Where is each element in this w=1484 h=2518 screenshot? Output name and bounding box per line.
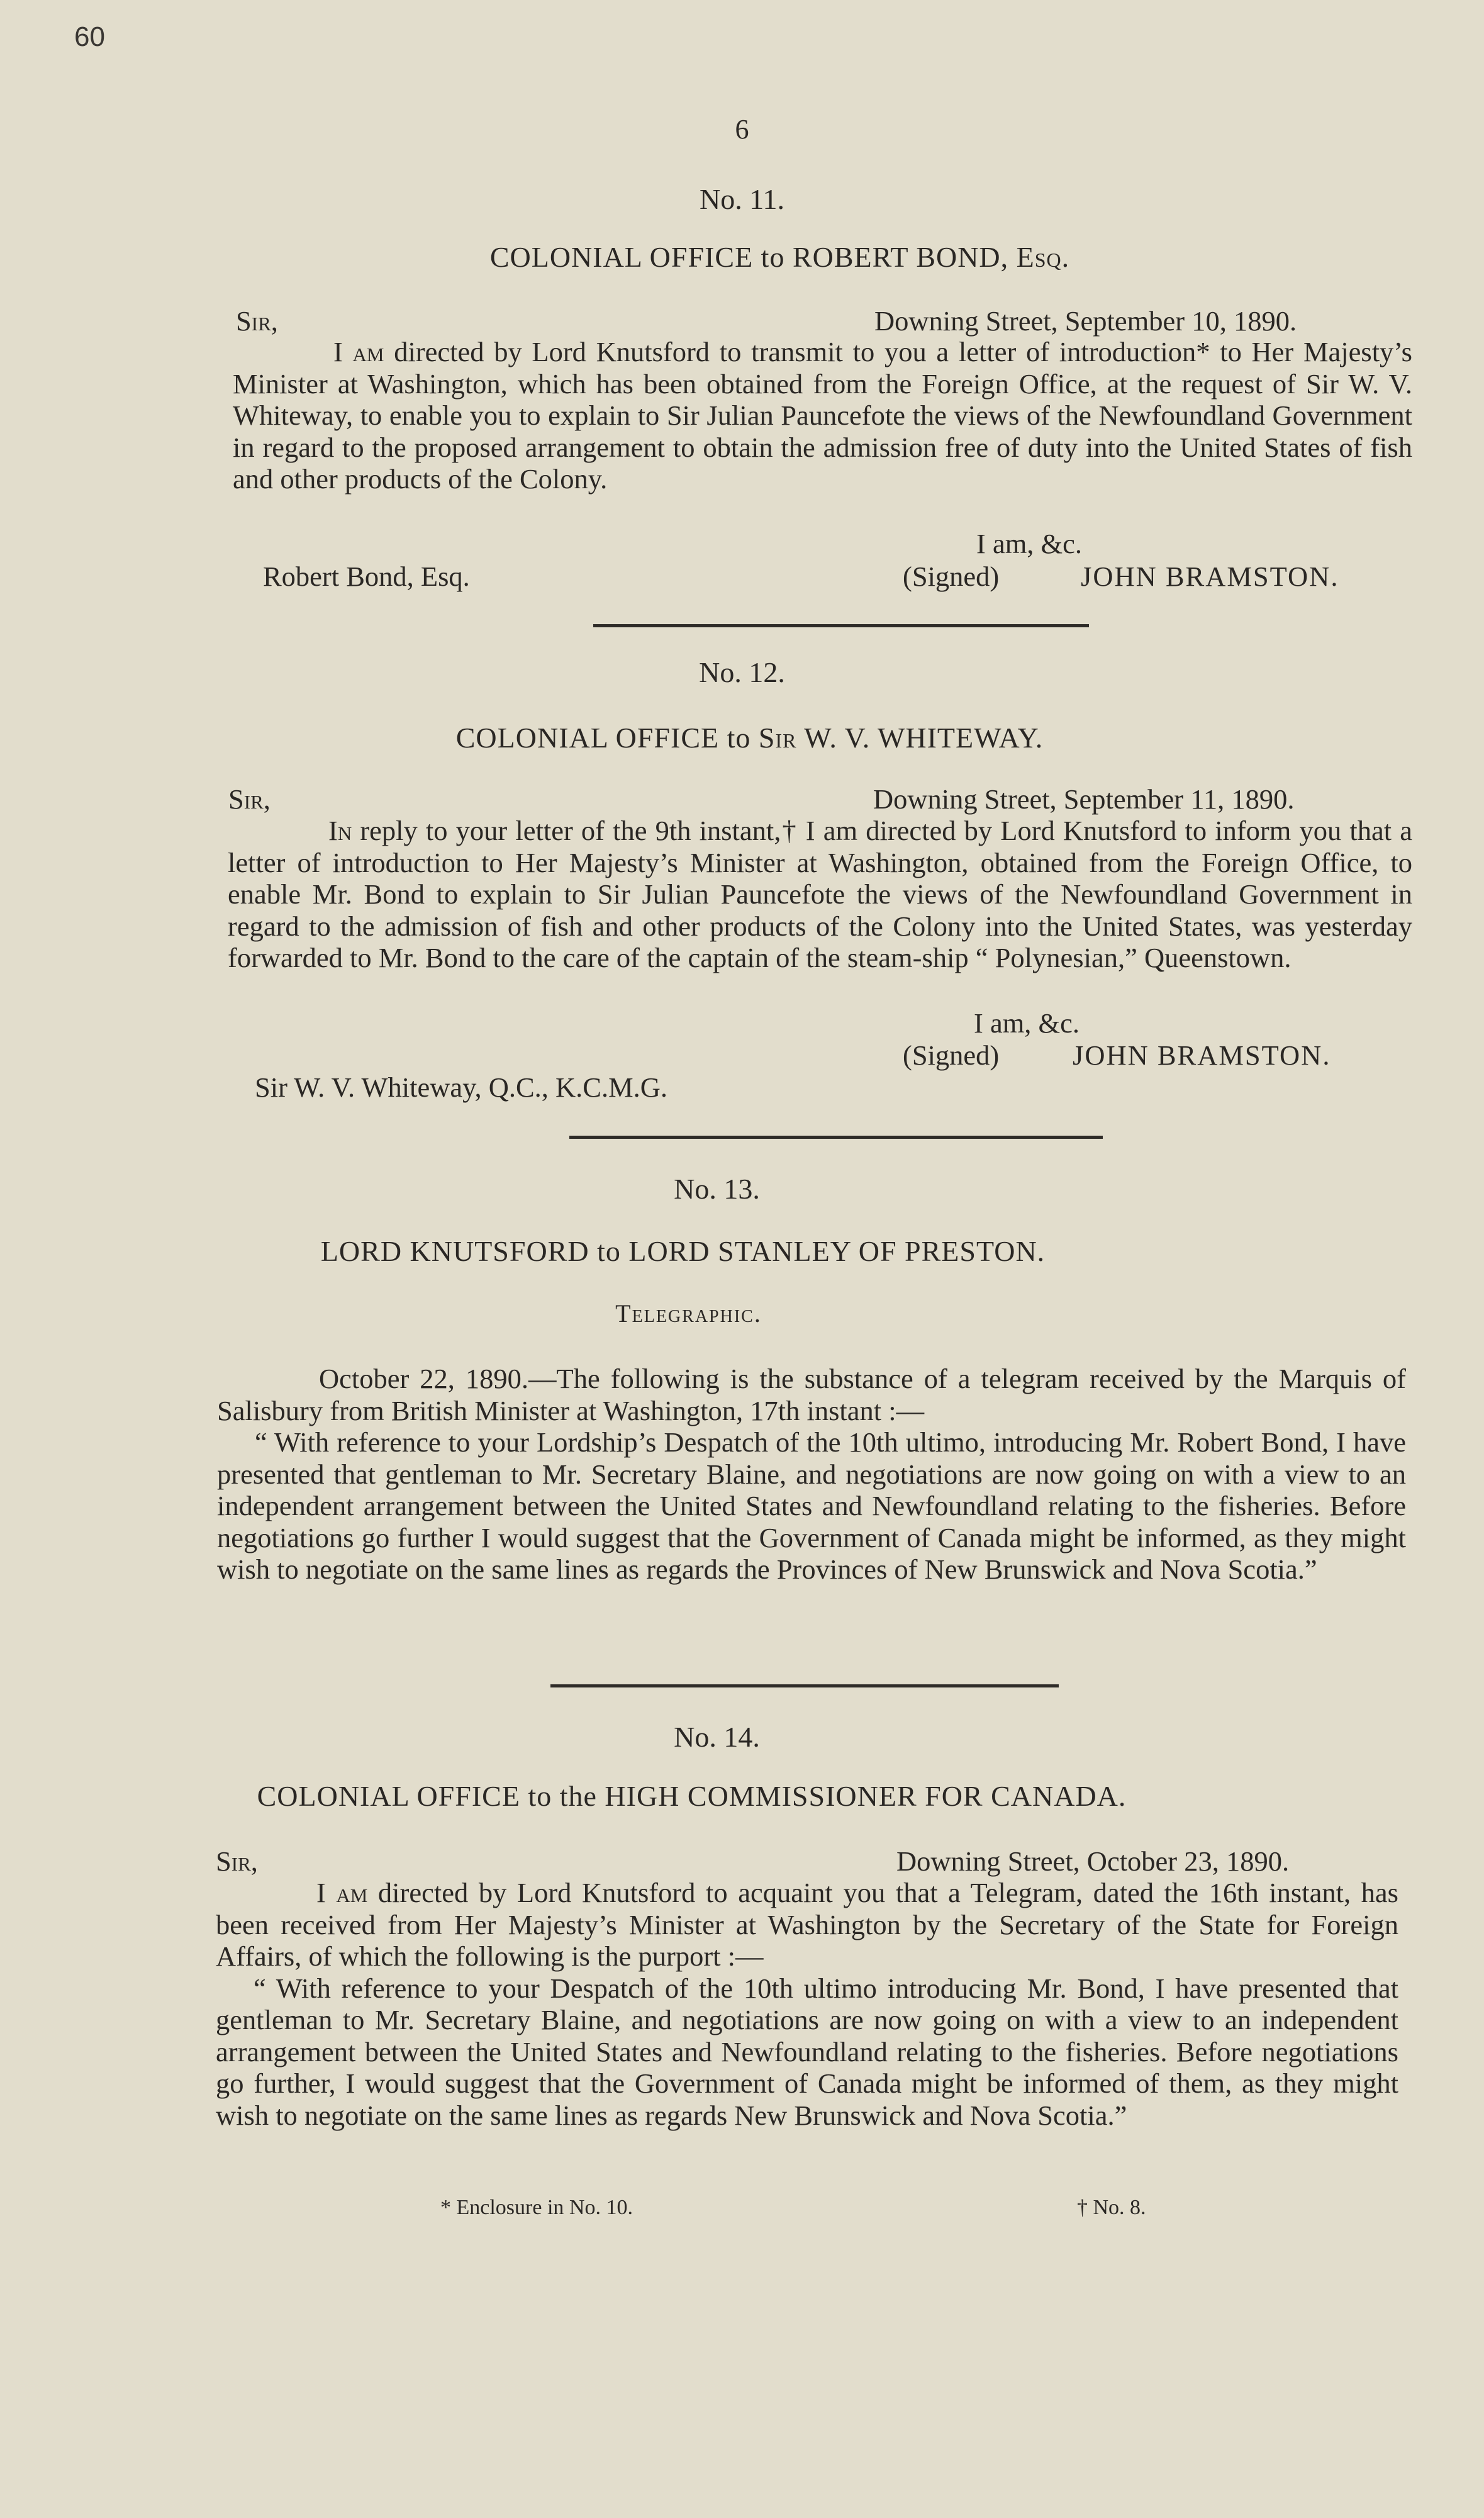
doc11-lead: I am	[333, 336, 384, 367]
doc11-number: No. 11.	[699, 183, 784, 215]
doc14-dateline: Downing Street, October 23, 1890.	[896, 1845, 1290, 1877]
doc12-addressee: Sir W. V. Whiteway, Q.C., K.C.M.G.	[255, 1072, 668, 1103]
doc13-paragraph-1: October 22, 1890.—The following is the substance of a telegram received by the Marquis of Salisbury from British Minister at Washington, 17th instant :—	[217, 1363, 1406, 1426]
section-divider	[569, 1136, 1103, 1139]
doc13-body	[217, 1363, 1406, 1586]
doc11-signer: JOHN BRAMSTON.	[1081, 561, 1339, 592]
doc12-body-text: reply to your letter of the 9th instant,† I am directed by Lord Knutsford to inform you that a letter of introduction to Her Majesty’s Minister at Washington, obtained from the Foreign Office, to enable Mr. Bond to explain to Sir Julian Pauncefote the views of the Newfoundland Government in regard to the admission of fish and other products of the Colony into the United States, was yesterday forwarded to Mr. Bond to the care of the captain of the steam-ship “ Polynesian,” Queenstown.	[228, 815, 1412, 973]
doc14-lead: I am	[316, 1877, 368, 1908]
section-divider	[593, 624, 1089, 627]
section-divider	[550, 1684, 1059, 1687]
doc14-paragraph-1-text: directed by Lord Knutsford to acquaint you that a Telegram, dated the 16th instant, has been received from Her Majesty’s Minister at Washington by the Secretary of the State for Foreign Affairs, of which the following is the purport :—	[216, 1877, 1398, 1972]
doc11-body-text: directed by Lord Knutsford to transmit to you a letter of introduction* to Her Majesty’s Minister at Washington, which has been obtained from the Foreign Office, at the request of Sir W. V. Whiteway, to enable you to explain to Sir Julian Pauncefote the views of the Newfoundland Government in regard to the proposed arrangement to obtain the admission free of duty into the United States of fish and other products of the Colony.	[233, 336, 1412, 495]
doc12-heading-a: COLONIAL OFFICE to	[455, 722, 759, 754]
doc12-body	[228, 815, 1412, 974]
doc11-heading-main: COLONIAL OFFICE to ROBERT BOND,	[489, 241, 1017, 273]
doc11-closing: I am, &c.	[976, 528, 1083, 559]
doc13-paragraph-2: “ With reference to your Lordship’s Despatch of the 10th ultimo, introducing Mr. Robert Bond, I have presented that gentleman to Mr. Secretary Blaine, and negotiations are now going on with a view to an independent arrangement between the United States and Newfoundland relating to the fisheries. Before negotiations go further I would suggest that the Government of Canada might be informed, as they might wish to negotiate on the same lines as regards the Provinces of New Brunswick and Nova Scotia.”	[217, 1426, 1406, 1585]
doc11-salutation: Sir,	[236, 305, 278, 337]
doc11-heading	[38, 240, 1484, 274]
doc14-paragraph-1	[216, 1877, 1398, 1972]
doc11-addressee: Robert Bond, Esq.	[263, 561, 470, 592]
scan-page-number: 60	[74, 21, 105, 52]
doc12-salutation: Sir,	[228, 783, 271, 815]
doc14-salutation: Sir,	[216, 1845, 258, 1877]
printed-page-number: 6	[735, 114, 749, 145]
doc12-heading	[8, 721, 1484, 754]
doc12-heading-sir: Sir	[758, 722, 797, 754]
doc11-heading-esq: Esq.	[1016, 241, 1070, 273]
doc11-paragraph	[233, 336, 1412, 495]
doc11-dateline: Downing Street, September 10, 1890.	[874, 305, 1297, 337]
footnote-enclosure: * Enclosure in No. 10.	[440, 2196, 633, 2219]
doc13-subheading: Telegraphic.	[615, 1299, 762, 1328]
doc12-signer: JOHN BRAMSTON.	[1073, 1039, 1331, 1071]
doc14-paragraph-2: “ With reference to your Despatch of the 10th ultimo introducing Mr. Bond, I have presented that gentleman to Mr. Secretary Blaine, and negotiations are now going on with a view to an independent arrangement between the United States and Newfoundland relating to the fisheries. Before negotiations go further, I would suggest that the Government of Canada might be informed of them, as they might wish to negotiate on the same lines as regards New Brunswick and Nova Scotia.”	[216, 1972, 1398, 2131]
doc12-number: No. 12.	[699, 656, 785, 688]
doc14-heading: COLONIAL OFFICE to the HIGH COMMISSIONER FOR CANADA.	[257, 1780, 1127, 1812]
doc12-heading-b: W. V. WHITEWAY.	[796, 722, 1044, 754]
doc13-number: No. 13.	[674, 1173, 760, 1205]
doc14-number: No. 14.	[674, 1721, 760, 1753]
doc14-body	[216, 1877, 1398, 2131]
doc12-dateline: Downing Street, September 11, 1890.	[873, 783, 1295, 815]
doc12-closing: I am, &c.	[974, 1007, 1080, 1039]
doc12-lead: In	[328, 815, 352, 846]
footnote-dagger: † No. 8.	[1077, 2196, 1146, 2219]
doc13-heading: LORD KNUTSFORD to LORD STANLEY OF PRESTON.	[320, 1235, 1046, 1267]
doc11-signed: (Signed)	[903, 561, 1000, 592]
doc11-body	[233, 336, 1412, 495]
doc12-paragraph	[228, 815, 1412, 974]
doc12-signed: (Signed)	[903, 1039, 1000, 1071]
